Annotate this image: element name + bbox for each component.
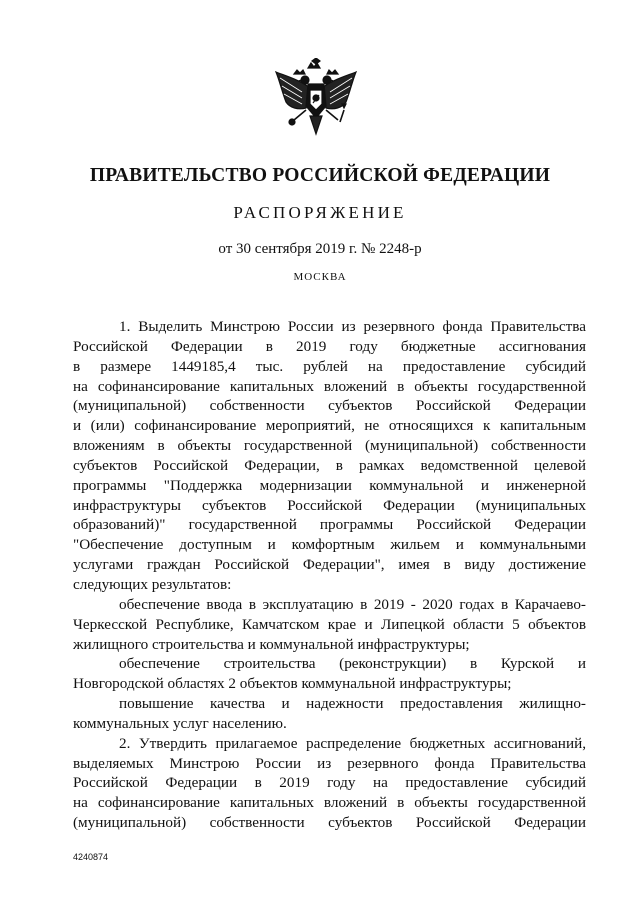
body-line: Новгородской областях 2 объектов коммунальной инфраструктуры; <box>73 675 512 693</box>
document-city: МОСКВА <box>293 271 347 283</box>
body-line: в размере 1449185,4 тыс. рублей на предоставление субсидий <box>73 357 586 375</box>
body-line: субъектов Российской Федерации, в рамках ведомственной целевой <box>73 456 586 474</box>
body-line: на софинансирование капитальных вложений в объекты государственной <box>73 377 586 395</box>
document-code: 4240874 <box>73 852 109 862</box>
document-body <box>73 317 586 833</box>
russian-coat-of-arms-icon <box>272 58 360 140</box>
body-line: повышение качества и надежности предоставления жилищно- <box>119 695 586 713</box>
body-line: вложениям в объекты государственной (муниципальной) собственности <box>73 437 586 455</box>
body-line: и (или) софинансирование мероприятий, не относящихся к капитальным <box>73 417 586 435</box>
body-line: Российской Федерации в 2019 году бюджетные ассигнования <box>73 337 586 355</box>
body-line: (муниципальной) собственности субъектов Российской Федерации <box>73 397 586 415</box>
document-type: РАСПОРЯЖЕНИЕ <box>233 203 407 222</box>
body-line: услугами граждан Российской Федерации", имея в виду достижение <box>73 556 586 574</box>
document-date-number: от 30 сентября 2019 г. № 2248-р <box>218 241 422 257</box>
body-line: обеспечение строительства (реконструкции) в Курской и <box>119 655 586 673</box>
body-line: 1. Выделить Минстрою России из резервного фонда Правительства <box>119 318 586 335</box>
body-line: обеспечение ввода в эксплуатацию в 2019 - 2020 годах в Карачаево- <box>119 595 586 613</box>
body-line: на софинансирование капитальных вложений в объекты государственной <box>73 794 586 812</box>
body-line: коммунальных услуг населению. <box>73 714 287 732</box>
body-line: инфраструктуры субъектов Российской Федерации (муниципальных <box>73 496 586 514</box>
body-line: 2. Утвердить прилагаемое распределение бюджетных ассигнований, <box>119 734 586 752</box>
body-line: следующих результатов: <box>73 575 232 593</box>
body-line: выделяемых Минстрою России из резервного фонда Правительства <box>73 754 586 772</box>
body-line: Черкесской Республике, Камчатском крае и Липецкой области 5 объектов <box>73 615 586 633</box>
body-line: "Обеспечение доступным и комфортным жильем и коммунальными <box>73 536 586 554</box>
body-line: образований)" государственной программы Российской Федерации <box>73 516 586 534</box>
body-line: Российской Федерации в 2019 году на предоставление субсидий <box>73 774 586 792</box>
body-line: программы "Поддержка модернизации коммунальной и инженерной <box>73 476 586 494</box>
body-line: (муниципальной) собственности субъектов Российской Федерации <box>73 814 586 832</box>
body-line: жилищного строительства и коммунальной инфраструктуры; <box>73 635 470 653</box>
government-title: ПРАВИТЕЛЬСТВО РОССИЙСКОЙ ФЕДЕРАЦИИ <box>89 165 551 186</box>
